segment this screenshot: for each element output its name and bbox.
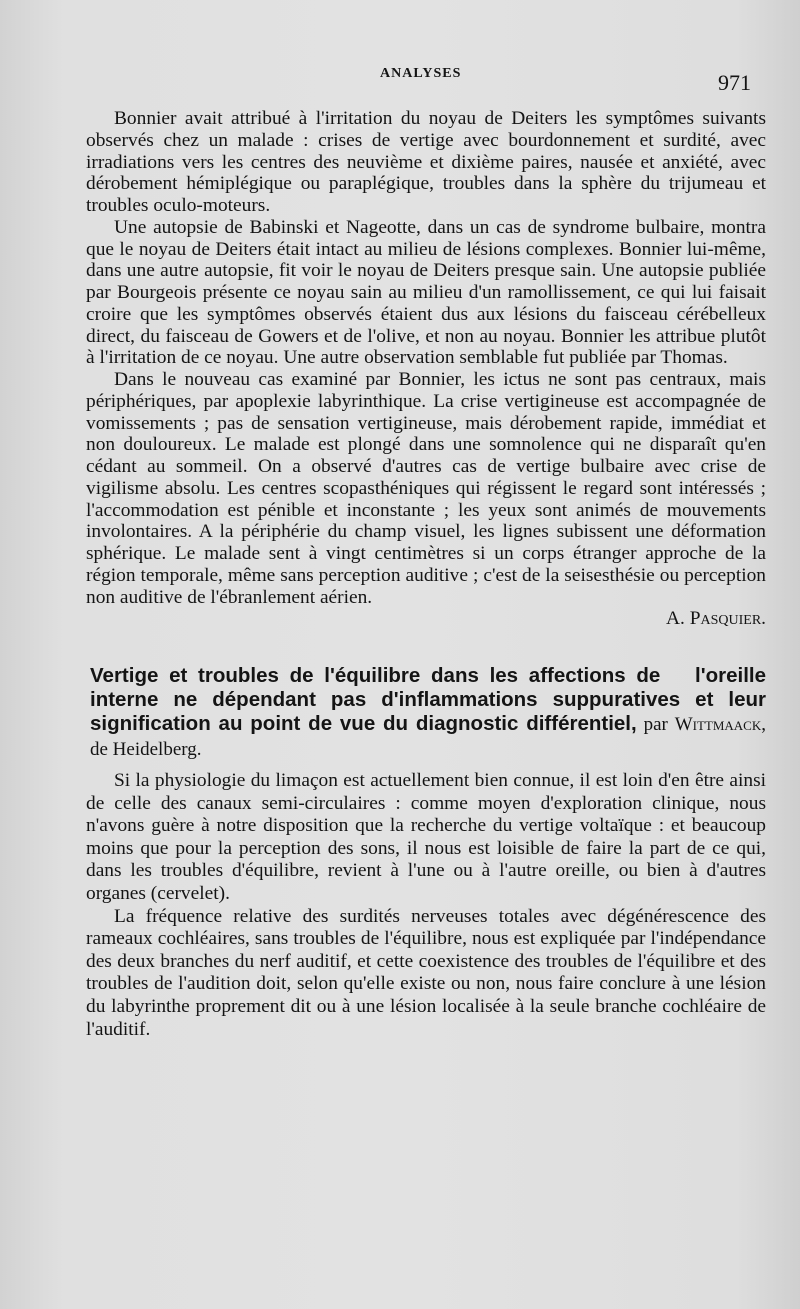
page-body bbox=[86, 108, 766, 1041]
article-title bbox=[90, 664, 766, 762]
review-paragraph-1: Bonnier avait attribué à l'irritation du noyau de Deiters les symptômes suivants observés chez un malade : crises de vertige avec bourdonnement et surdité, avec irradiations vers les centres des neuvième et dixième paires, nausée et anxiété, avec dérobement hémiplégique ou paraplégique, troubles dans la sphère du trijumeau et troubles oculo-moteurs. bbox=[86, 108, 766, 216]
article-paragraph-2: La fréquence relative des surdités nerveuses totales avec dégénérescence des rameaux cochléaires, sans troubles de l'équilibre, nous est expliquée par l'indépendance des deux branches du nerf auditif, et cette coexistence des troubles de l'équilibre et des troubles de l'audition doit, selon qu'elle existe ou non, nous faire conclure à une lésion du labyrinthe proprement dit ou à une lésion localisée à la seule branche cochléaire de l'auditif. bbox=[86, 905, 766, 1040]
article-author: Wittmaack bbox=[674, 714, 762, 735]
review-continuation bbox=[86, 108, 766, 630]
byline-prefix: par bbox=[636, 714, 675, 735]
byline-suffix: , de Heidelberg. bbox=[90, 714, 766, 760]
running-head: ANALYSES bbox=[380, 66, 462, 81]
signature-name: A. Pasquier. bbox=[666, 608, 766, 630]
page-number: 971 bbox=[718, 70, 751, 95]
review-paragraph-2: Une autopsie de Babinski et Nageotte, dans un cas de syndrome bulbaire, montra que le noyau de Deiters était intact au milieu de lésions complexes. Bonnier lui-même, dans une autre autopsie, fit voir le noyau de Deiters presque sain. Une autopsie publiée par Bourgeois présente ce noyau sain au milieu d'un ramollissement, ce qui lui faisait croire que les symptômes observés étaient dus aux lésions du faisceau cérébelleux direct, du faisceau de Gowers et de l'olive, et non au noyau. Bonnier les attribue plutôt à l'irritation de ce noyau. Une autre observation semblable fut publiée par Thomas. bbox=[86, 216, 766, 369]
article-title-line1: Vertige et troubles de l'équilibre dans les affections de bbox=[90, 664, 661, 687]
page-header bbox=[0, 60, 800, 100]
review-paragraph-3: Dans le nouveau cas examiné par Bonnier, les ictus ne sont pas centraux, mais périphériques, par apoplexie labyrinthique. La crise vertigineuse est accompagnée de vomissements ; pas de sensation vertigineuse, mais dérobement rapide, immédiat et non douloureux. Le malade est plongé dans une somnolence qui ne disparaît qu'en cédant au sommeil. On a observé d'autres cas de vertige bulbaire avec crise de vigilisme absolu. Les centres scopasthéniques qui régissent le regard sont intéressés ; l'accommodation est pénible et inconstante ; les yeux sont animés de mouvements involontaires. A la périphérie du champ visuel, les lignes subissent une déformation sphérique. Le malade sent à vingt centimètres si un corps étranger approche de la région temporale, même sans perception auditive ; c'est de la seisesthésie ou perception non auditive de l'ébranlement aérien. bbox=[86, 369, 766, 608]
article-body bbox=[86, 770, 766, 1041]
article-paragraph-1: Si la physiologie du limaçon est actuellement bien connue, il est loin d'en être ainsi de celle des canaux semi-circulaires : comme moyen d'exploration clinique, nous n'avons guère à notre disposition que la recherche du vertige voltaïque : et beaucoup moins que pour la perception des sons, il nous est loisible de faire la part de ce qui, dans les troubles d'équilibre, revient à l'une ou à l'autre oreille, ou bien à d'autres organes (cervelet). bbox=[86, 770, 766, 904]
article-title-rest: l'oreille interne ne dépendant pas d'inflammations suppuratives et leur signification au point de vue du diagnostic différentiel, bbox=[90, 664, 766, 735]
review-signature bbox=[86, 608, 766, 630]
